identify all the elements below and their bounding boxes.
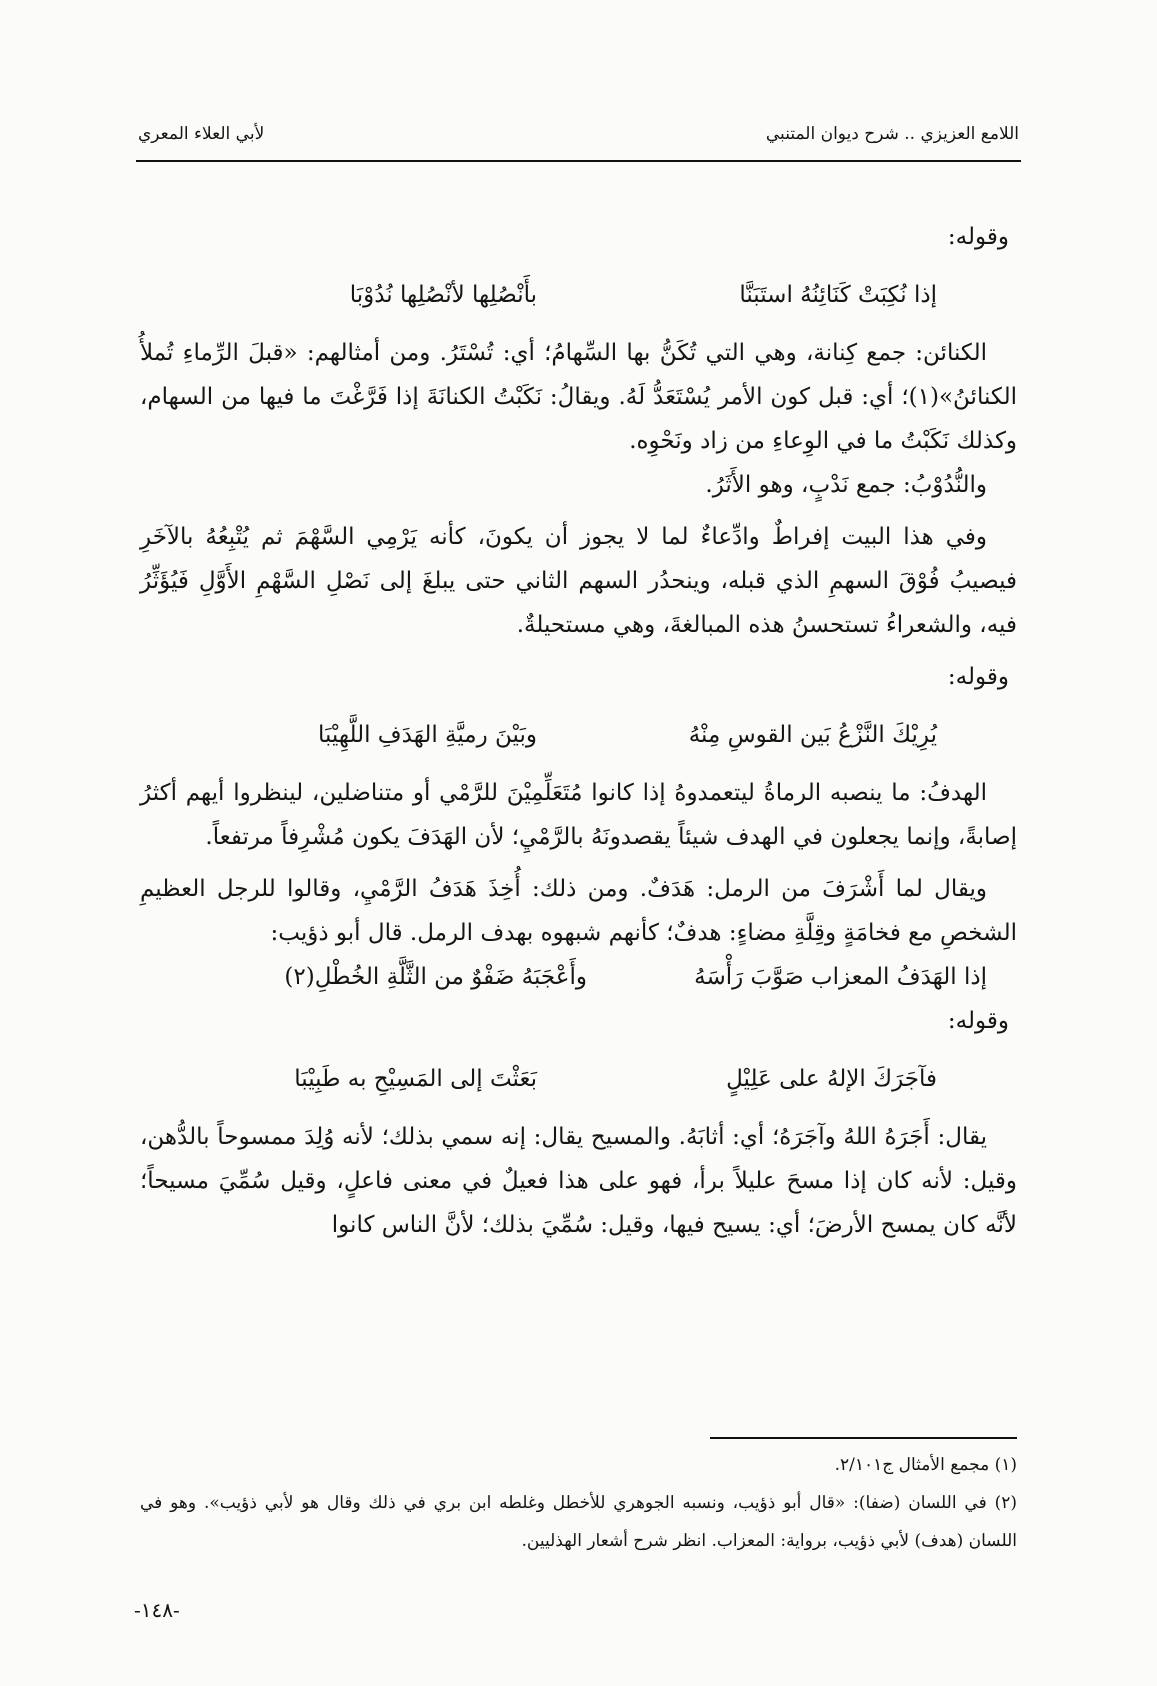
cited-verse-hemistich-second: وأَعْجَبَهُ ضَفْوٌ من الثَّلَّةِ الخُطْلِ(٢) bbox=[284, 964, 587, 990]
header-book-title: اللامع العزيزي .. شرح ديوان المتنبي bbox=[765, 124, 1019, 144]
footnotes bbox=[140, 1446, 1017, 1560]
poem-verse bbox=[140, 713, 1017, 757]
verse-hemistich-second: بأَنْصُلِها لأنْصُلِها نُدُوْبَا bbox=[349, 282, 537, 308]
footnote-rule bbox=[710, 1437, 1017, 1439]
poem-verse bbox=[140, 273, 1017, 317]
commentary-paragraph: وفي هذا البيت إفراطٌ وادِّعاءٌ لما لا يجوز أن يكونَ، كأنه يَرْمِي السَّهْمَ ثم يُتْبِعُهُ بالآخَرِ فيصيبُ فُوْقَ السهمِ الذي قبله، وينحدُر السهم الثاني حتى يبلغَ إلى نَصْلِ السَّهْمِ الأَوَّلِ فَيُؤَثِّرُ فيه، والشعراءُ تستحسنُ هذه المبالغةَ، وهي مستحيلةٌ. bbox=[140, 524, 1017, 638]
running-header bbox=[138, 114, 1019, 154]
commentary-paragraph: يقال: أَجَرَهُ اللهُ وآجَرَهُ؛ أي: أثابَهُ. والمسيح يقال: إنه سمي بذلك؛ لأنه وُلِدَ ممسوحاً بالدُّهن، وقيل: لأنه كان إذا مسحَ عليلاً برأ، فهو على هذا فعيلٌ في معنى فاعلٍ، وقيل سُمِّيَ مسيحاً؛ لأنَّه كان يمسح الأرضَ؛ أي: يسيح فيها، وقيل: سُمِّيَ بذلك؛ لأنَّ الناس كانوا bbox=[140, 1124, 1017, 1238]
commentary-paragraph: الكنائن: جمع كِنانة، وهي التي تُكَنُّ بها السِّهامُ؛ أي: تُسْتَرُ. ومن أمثالهم: «قبلَ الرِّماءِ تُملأُ الكنائنُ»(١)؛ أي: قبل كون الأمر يُسْتَعَدُّ لَهُ. ويقالُ: نَكَبْتُ الكنانَةَ إذا فَرَّغْتَ ما فيها من السهام، وكذلك نَكَبْتُ ما في الوِعاءِ من زاد ونَحْوِه. bbox=[140, 340, 1017, 454]
header-author: لأبي العلاء المعري bbox=[138, 124, 265, 144]
verse-hemistich-first: فآجَرَكَ الإلهُ على عَلِيْلٍ bbox=[726, 1066, 937, 1092]
footnote-2: (٢) في اللسان (ضفا): «قال أبو ذؤيب، ونسبه الجوهري للأخطل وغلطه ابن بري في ذلك وقال هو لأبي ذؤيب». وهو في اللسان (هدف) لأبي ذؤيب، برواية: المعزاب. انظر شرح أشعار الهذليين. bbox=[140, 1493, 1017, 1551]
verse-hemistich-first: إذا نُكِبَتْ كَنَائِنُهُ استَبَنَّا bbox=[739, 282, 937, 308]
verse-hemistich-second: وبَيْنَ رميَّةِ الهَدَفِ اللَّهِيْبَا bbox=[317, 722, 537, 748]
commentary-paragraph: الهدفُ: ما ينصبه الرماةُ ليتعمدوهُ إذا كانوا مُتَعَلِّمِيْنَ للرَّمْي أو متناضلين، لينظروا أيهم أكثرُ إصابةً، وإنما يجعلون في الهدف شيئاً يقصدونَهُ بالرَّمْيِ؛ لأن الهَدَفَ يكون مُشْرِفاً مرتفعاً. bbox=[140, 780, 1017, 850]
commentary-paragraph: ويقال لما أَشْرَفَ من الرمل: هَدَفٌ. ومن ذلك: أُخِذَ هَدَفُ الرَّمْيِ، وقالوا للرجل العظيمِ الشخصِ مع فخامَةٍ وقِلَّةِ مضاءٍ: هدفٌ؛ كأنهم شبهوه بهدف الرمل. قال أبو ذؤيب: bbox=[140, 876, 1017, 946]
footnote-1: (١) مجمع الأمثال ج٢/١٠١. bbox=[834, 1455, 1017, 1475]
cited-verse-hemistich-first: إذا الهَدَفُ المعزاب صَوَّبَ رَأْسَهُ bbox=[694, 964, 987, 990]
commentary-paragraph: والنُّدُوْبُ: جمع نَدْبٍ، وهو الأَثَرُ. bbox=[705, 472, 987, 498]
main-text bbox=[140, 215, 1017, 1247]
poem-verse bbox=[140, 1057, 1017, 1101]
verse-intro: وقوله: bbox=[947, 1008, 1009, 1034]
header-rule bbox=[136, 160, 1021, 162]
page-number: -١٤٨- bbox=[134, 1598, 180, 1622]
cited-verse bbox=[140, 955, 1017, 999]
verse-intro: وقوله: bbox=[947, 224, 1009, 250]
verse-hemistich-first: يُرِيْكَ النَّزْعُ بَين القوسِ مِنْهُ bbox=[688, 722, 937, 748]
verse-hemistich-second: بَعَثْتَ إلى المَسِيْحِ به طَبِيْبَا bbox=[294, 1066, 537, 1092]
verse-intro: وقوله: bbox=[947, 664, 1009, 690]
